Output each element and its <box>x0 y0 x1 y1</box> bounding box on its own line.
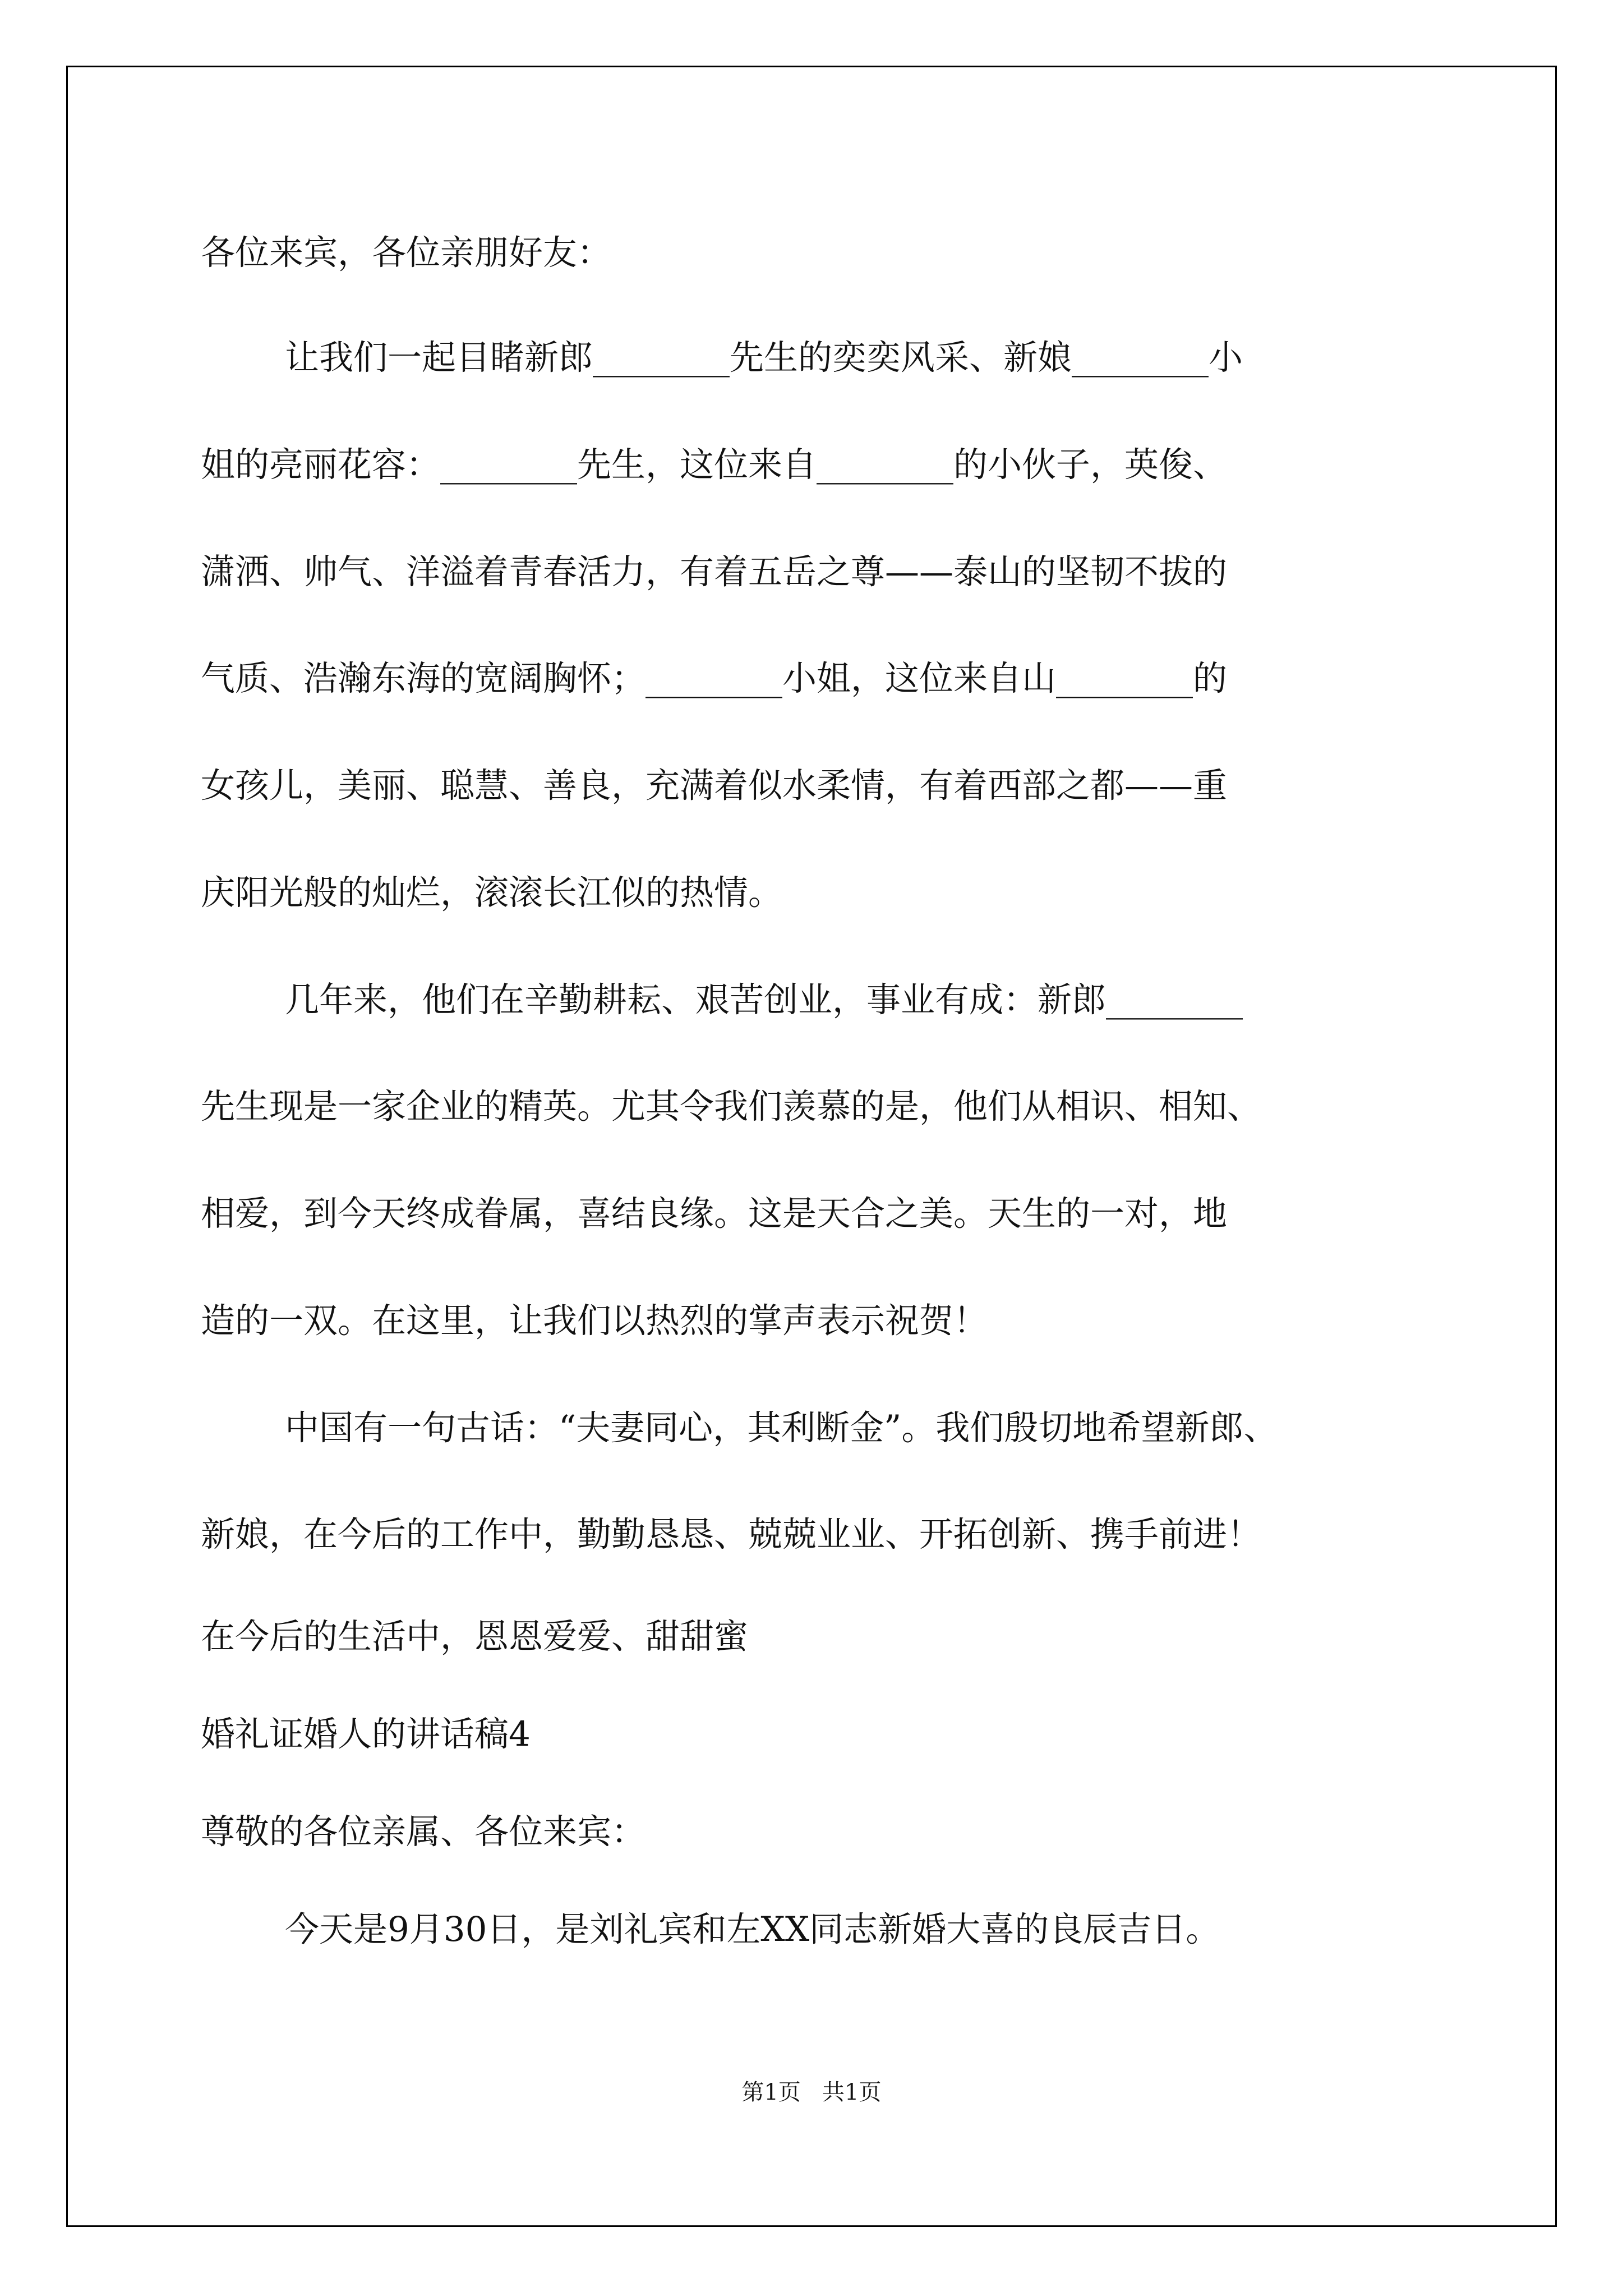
text-line-12: 中国有一句古话：“夫妻同心，其利断金”。我们殷切地希望新郎、 <box>285 1408 1278 1448</box>
text-line-5: 气质、浩瀚东海的宽阔胸怀；________小姐，这位来自山________的 <box>201 659 1228 698</box>
text-line-1: 各位来宾，各位亲朋好友： <box>201 233 612 273</box>
page-border <box>66 66 1557 2227</box>
text-line-3: 姐的亮丽花容：________先生，这位来自________的小伙子，英俊、 <box>201 445 1228 485</box>
section-heading: 婚礼证婚人的讲话稿4 <box>201 1714 531 1754</box>
text-line-8: 几年来，他们在辛勤耕耘、艰苦创业，事业有成：新郎________ <box>285 980 1243 1020</box>
text-line-6: 女孩儿，美丽、聪慧、善良，充满着似水柔情，有着西部之都——重 <box>201 766 1228 806</box>
text-line-9: 先生现是一家企业的精英。尤其令我们羡慕的是，他们从相识、相知、 <box>201 1087 1262 1126</box>
text-line-16: 尊敬的各位亲属、各位来宾： <box>201 1812 646 1852</box>
text-line-11: 造的一双。在这里，让我们以热烈的掌声表示祝贺！ <box>201 1301 988 1341</box>
text-line-13: 新娘，在今后的工作中，勤勤恳恳、兢兢业业、开拓创新、携手前进！ <box>201 1515 1262 1554</box>
text-line-2: 让我们一起目睹新郎________先生的奕奕风采、新娘________小 <box>285 338 1243 378</box>
text-line-14: 在今后的生活中，恩恩爱爱、甜甜蜜 <box>201 1617 749 1657</box>
text-line-10: 相爱，到今天终成眷属，喜结良缘。这是天合之美。天生的一对，地 <box>201 1194 1228 1234</box>
text-line-7: 庆阳光般的灿烂，滚滚长江似的热情。 <box>201 873 783 913</box>
text-line-4: 潇洒、帅气、洋溢着青春活力，有着五岳之尊——泰山的坚韧不拔的 <box>201 552 1228 592</box>
page-number-footer: 第1页 共1页 <box>741 2079 882 2105</box>
text-line-17: 今天是9月30日，是刘礼宾和左XX同志新婚大喜的良辰吉日。 <box>285 1910 1220 1949</box>
